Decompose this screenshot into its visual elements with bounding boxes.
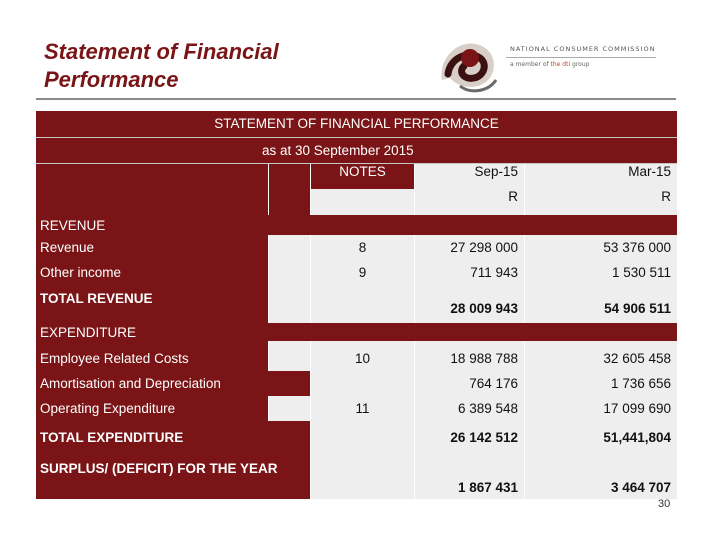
- revenue-sep-15: [414, 235, 524, 260]
- operating-expenditure-mar-15: [524, 396, 677, 421]
- revenue-label-text: Revenue: [40, 240, 95, 255]
- revenue-heading-row: [36, 215, 677, 235]
- other-income-row: [36, 260, 677, 285]
- amortisation-mar-15: [524, 371, 677, 396]
- surplus-note: [310, 453, 414, 499]
- amortisation-mar-text: 1 736 656: [610, 376, 671, 391]
- surplus-row: [36, 453, 677, 499]
- slide-number: 30: [658, 498, 671, 510]
- surplus-label: [36, 453, 310, 499]
- currency-blank-cell: [268, 189, 310, 215]
- mar-header-text: Mar-15: [628, 164, 671, 179]
- employee-costs-note-text: 10: [354, 350, 371, 366]
- other-income-label-text: Other income: [40, 265, 122, 280]
- amortisation-sep-15: [414, 371, 524, 396]
- employee-costs-row: [36, 341, 677, 371]
- total-revenue-blank-cell: [268, 285, 310, 323]
- column-header-row: [36, 164, 677, 189]
- total-expenditure-label-text: TOTAL EXPENDITURE: [40, 429, 184, 445]
- operating-expenditure-note: [310, 396, 414, 421]
- notes-header-text: NOTES: [339, 164, 386, 179]
- title-divider: [36, 98, 676, 100]
- surplus-sep-text: 1 867 431: [457, 480, 518, 495]
- total-revenue-mar-15: [524, 285, 677, 323]
- total-expenditure-row: [36, 421, 677, 453]
- logo-divider: [506, 57, 656, 58]
- other-income-label: [36, 260, 268, 285]
- expenditure-heading-text: EXPENDITURE: [40, 324, 137, 340]
- total-revenue-sep-15: [414, 285, 524, 323]
- total-expenditure-mar-15: [524, 421, 677, 453]
- other-income-note-text: 9: [358, 265, 367, 280]
- revenue-heading: [36, 215, 677, 235]
- currency-notes-cell: [310, 189, 414, 215]
- statement-date-banner: as at 30 September 2015: [36, 138, 677, 164]
- currency-mar-15: [524, 189, 677, 215]
- surplus-mar-text: 3 464 707: [610, 480, 671, 495]
- employee-costs-label: [36, 341, 268, 371]
- column-header-mar-15: [524, 164, 677, 189]
- total-revenue-label-text: TOTAL REVENUE: [40, 291, 153, 306]
- revenue-sep-text: 27 298 000: [450, 240, 518, 255]
- total-revenue-sep-text: 28 009 943: [450, 300, 518, 316]
- operating-expenditure-note-text: 11: [355, 401, 370, 416]
- operating-expenditure-blank-cell: [268, 396, 310, 421]
- amortisation-sep-text: 764 176: [469, 376, 518, 391]
- total-revenue-label: [36, 285, 268, 323]
- column-header-sep-15: [414, 164, 524, 189]
- total-revenue-note: [310, 285, 414, 323]
- total-expenditure-label: [36, 421, 310, 453]
- total-expenditure-mar-text: 51,441,804: [603, 429, 671, 445]
- operating-expenditure-label-text: Operating Expenditure: [40, 401, 176, 416]
- expenditure-heading: [36, 323, 677, 341]
- amortisation-row: [36, 371, 677, 396]
- employee-costs-label-text: Employee Related Costs: [40, 350, 189, 366]
- employee-costs-mar-15: [524, 341, 677, 371]
- amortisation-label: [36, 371, 310, 396]
- currency-sep-15: [414, 189, 524, 215]
- employee-costs-sep-15: [414, 341, 524, 371]
- logo-tagline-prefix: a member of: [510, 61, 551, 68]
- employee-costs-mar-text: 32 605 458: [603, 350, 671, 366]
- amortisation-label-text: Amortisation and Depreciation: [40, 376, 221, 391]
- surplus-mar-15: [524, 453, 677, 499]
- currency-label-cell: [36, 189, 268, 215]
- revenue-heading-text: REVENUE: [40, 217, 106, 233]
- header-label-cell: [36, 164, 268, 189]
- logo: [430, 28, 680, 100]
- sep-header-text: Sep-15: [474, 164, 518, 179]
- surplus-sep-15: [414, 453, 524, 499]
- logo-emblem-icon: [430, 28, 508, 100]
- revenue-mar-15: [524, 235, 677, 260]
- logo-tagline-suffix: group: [570, 61, 590, 68]
- total-revenue-row: [36, 285, 677, 323]
- other-income-mar-15: [524, 260, 677, 285]
- column-header-notes: [310, 164, 414, 189]
- employee-costs-note: [310, 341, 414, 371]
- employee-costs-blank-cell: [268, 341, 310, 371]
- other-income-blank-cell: [268, 260, 310, 285]
- logo-tagline: [510, 61, 589, 68]
- expenditure-heading-row: [36, 323, 677, 341]
- revenue-note-text: 8: [358, 240, 367, 255]
- other-income-note: [310, 260, 414, 285]
- operating-expenditure-sep-text: 6 389 548: [457, 401, 518, 416]
- employee-costs-sep-text: 18 988 788: [450, 350, 518, 366]
- other-income-sep-text: 711 943: [470, 265, 518, 280]
- slide-title: Statement of Financial Performance: [44, 39, 279, 92]
- total-expenditure-note: [310, 421, 414, 453]
- revenue-mar-text: 53 376 000: [603, 240, 671, 255]
- operating-expenditure-mar-text: 17 099 690: [603, 401, 671, 416]
- currency-row: [36, 189, 677, 215]
- statement-title-banner: STATEMENT OF FINANCIAL PERFORMANCE: [36, 111, 677, 138]
- currency-mar-text: R: [661, 189, 671, 204]
- revenue-label: [36, 235, 268, 260]
- total-expenditure-sep-15: [414, 421, 524, 453]
- other-income-mar-text: 1 530 511: [611, 265, 671, 280]
- currency-sep-text: R: [508, 189, 518, 204]
- total-revenue-mar-text: 54 906 511: [604, 300, 671, 316]
- operating-expenditure-sep-15: [414, 396, 524, 421]
- financial-statement-table: [36, 111, 677, 499]
- operating-expenditure-row: [36, 396, 677, 421]
- other-income-sep-15: [414, 260, 524, 285]
- revenue-row: [36, 235, 677, 260]
- header-blank-cell: [268, 164, 310, 189]
- logo-tagline-accent: the dti: [550, 61, 571, 68]
- total-expenditure-sep-text: 26 142 512: [450, 429, 518, 445]
- logo-org-name: NATIONAL CONSUMER COMMISSION: [510, 45, 656, 53]
- amortisation-note: [310, 371, 414, 396]
- operating-expenditure-label: [36, 396, 268, 421]
- surplus-label-text: SURPLUS/ (DEFICIT) FOR THE YEAR: [40, 461, 278, 476]
- revenue-note: [310, 235, 414, 260]
- revenue-blank-cell: [268, 235, 310, 260]
